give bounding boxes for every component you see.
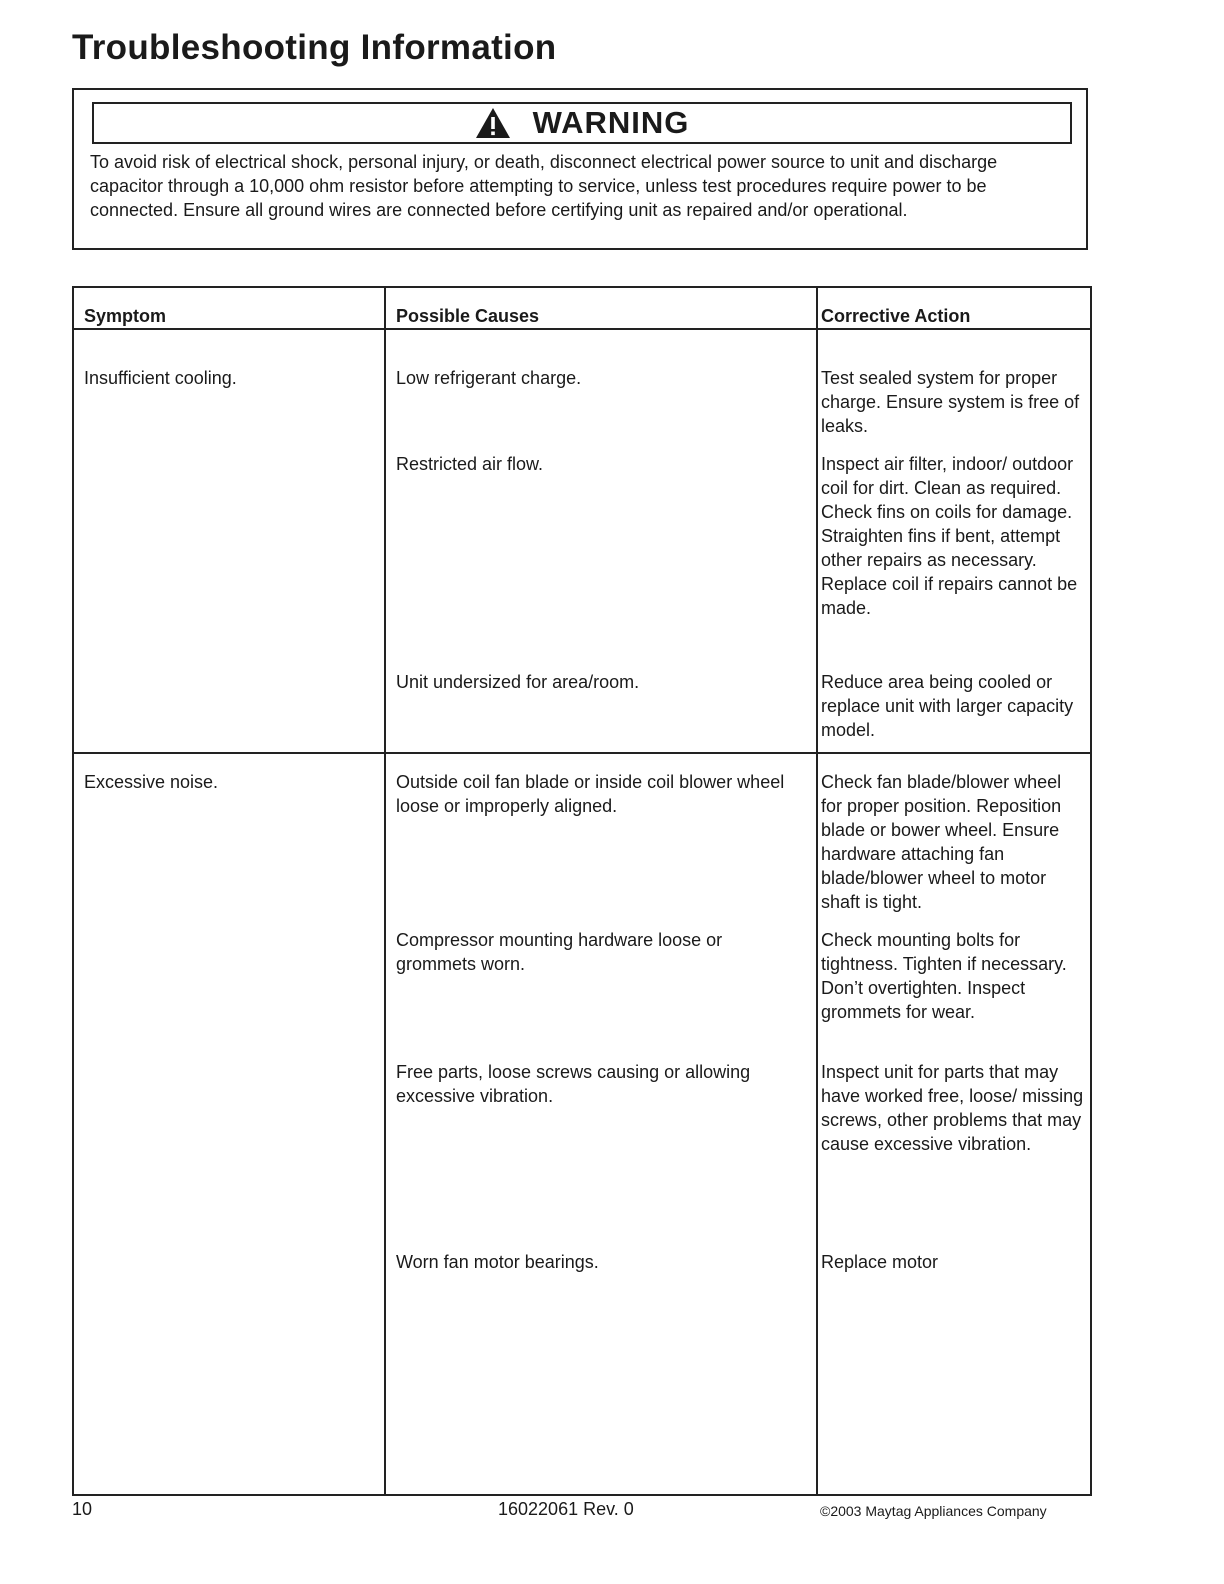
warning-box [72, 88, 1088, 250]
page-number: 10 [72, 1499, 93, 1519]
table-row-insufficient-cooling [73, 329, 1091, 753]
causes-cell [385, 329, 817, 753]
warning-body: To avoid risk of electrical shock, personal injury, or death, disconnect electrical power source to unit and discharge capacitor through a 10,000 ohm resistor before attempting to service, unless test procedures require power to be connected. Ensure all ground wires are connected before certifying unit as repaired and/or operational. [90, 152, 998, 220]
table-row-excessive-noise [73, 753, 1091, 1495]
cause-text: Outside coil fan blade or inside coil blower wheel loose or improperly aligned. [396, 772, 785, 816]
causes-cell [385, 753, 817, 1495]
warning-heading: WARNING [532, 105, 690, 140]
symptom-text: Insufficient cooling. [84, 368, 237, 388]
cause-text: Restricted air flow. [396, 454, 544, 474]
header-symptom: Symptom [73, 287, 385, 329]
table-header-row [73, 287, 1091, 329]
actions-cell [817, 753, 1091, 1495]
copyright: ©2003 Maytag Appliances Company [820, 1503, 1047, 1519]
action-text: Inspect unit for parts that may have worked free, loose/ missing screws, other problems that may cause excessive vibration. [821, 1062, 1084, 1154]
page-title: Troubleshooting Information [72, 28, 557, 67]
action-text: Check fan blade/blower wheel for proper position. Reposition blade or bower wheel. Ensure hardware attaching fan blade/blower wheel to motor shaft is tight. [821, 772, 1062, 912]
cause-text: Low refrigerant charge. [396, 368, 582, 388]
cause-text: Unit undersized for area/room. [396, 672, 640, 692]
action-text: Reduce area being cooled or replace unit with larger capacity model. [821, 672, 1074, 740]
warning-triangle-icon [475, 107, 511, 139]
action-text: Replace motor [821, 1252, 939, 1272]
document-number: 16022061 Rev. 0 [498, 1499, 634, 1519]
cause-text: Compressor mounting hardware loose or grommets worn. [396, 930, 723, 974]
actions-cell [817, 329, 1091, 753]
action-text: Check mounting bolts for tightness. Tighten if necessary. Don’t overtighten. Inspect grommets for wear. [821, 930, 1067, 1022]
action-text: Test sealed system for proper charge. Ensure system is free of leaks. [821, 368, 1080, 436]
symptom-text: Excessive noise. [84, 772, 219, 792]
cause-text: Free parts, loose screws causing or allowing excessive vibration. [396, 1062, 751, 1106]
action-text: Inspect air filter, indoor/ outdoor coil for dirt. Clean as required. Check fins on coils for damage. Straighten fins if bent, attempt other repairs as necessary. Replace coil if repairs cannot be made. [821, 454, 1078, 618]
header-possible-causes: Possible Causes [385, 287, 817, 329]
symptom-cell [73, 753, 385, 1495]
cause-text: Worn fan motor bearings. [396, 1252, 599, 1272]
symptom-cell [73, 329, 385, 753]
warning-header [92, 102, 1072, 144]
troubleshooting-table [72, 286, 1092, 1496]
header-corrective-action: Corrective Action [817, 287, 1091, 329]
